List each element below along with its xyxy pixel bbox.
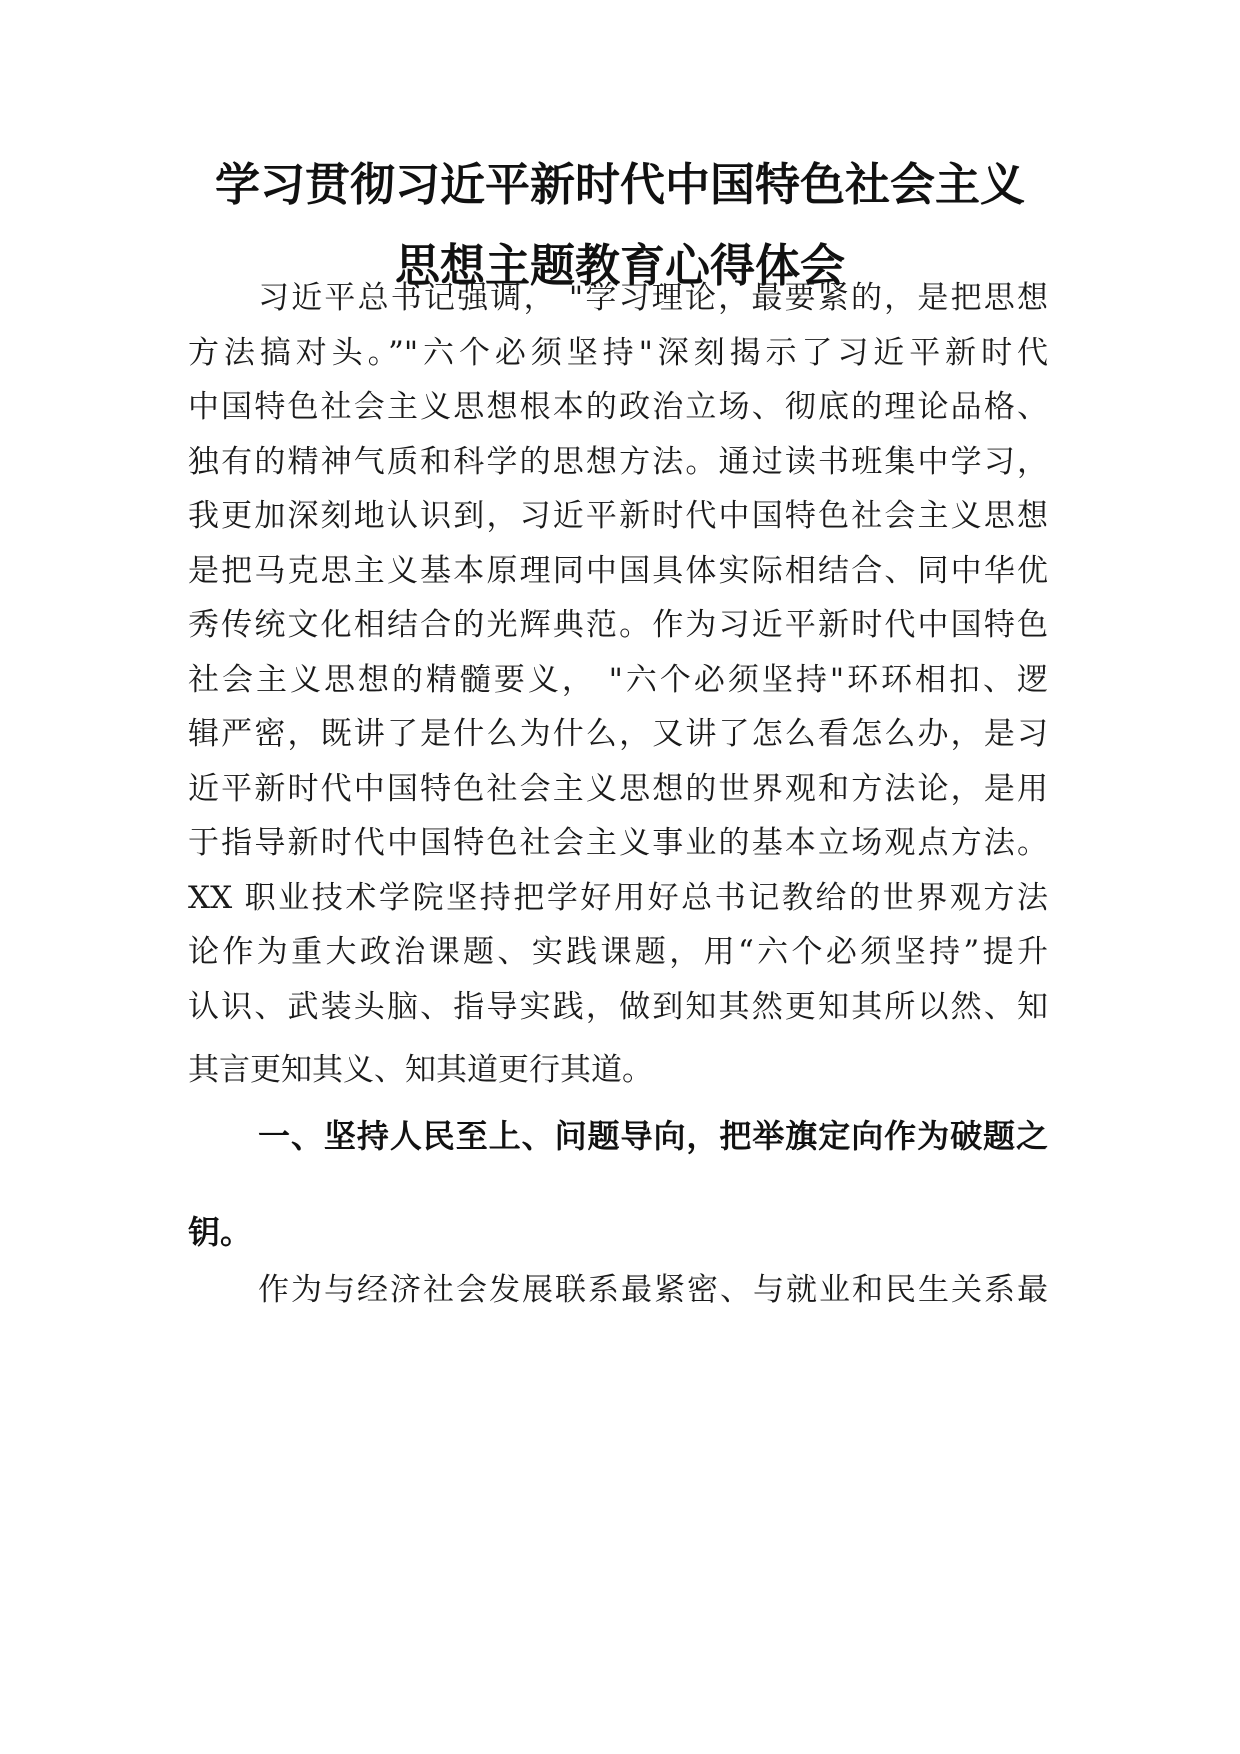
paragraph-1-line: 辑严密，既讲了是什么为什么，又讲了怎么看怎么办，是习 <box>188 716 1048 752</box>
paragraph-1-line: 认识、武装头脑、指导实践，做到知其然更知其所以然、知 <box>188 989 1048 1025</box>
paragraph-1-line: 中国特色社会主义思想根本的政治立场、彻底的理论品格、 <box>188 389 1048 425</box>
paragraph-1-line: 秀传统文化相结合的光辉典范。作为习近平新时代中国特色 <box>188 607 1048 643</box>
paragraph-1-line: 独有的精神气质和科学的思想方法。通过读书班集中学习， <box>188 444 1048 480</box>
paragraph-1-line: 论作为重大政治课题、实践课题，用“六个必须坚持”提升 <box>188 934 1048 970</box>
paragraph-1-line: XX 职业技术学院坚持把学好用好总书记教给的世界观方法 <box>188 880 1048 916</box>
paragraph-1-line: 于指导新时代中国特色社会主义事业的基本立场观点方法。 <box>188 825 1048 861</box>
section-heading-1-line: 一、坚持人民至上、问题导向，把举旗定向作为破题之 <box>258 1117 1048 1155</box>
paragraph-1-line: 是把马克思主义基本原理同中国具体实际相结合、同中华优 <box>188 553 1048 589</box>
paragraph-1-line: 我更加深刻地认识到，习近平新时代中国特色社会主义思想 <box>188 498 1048 534</box>
paragraph-1-line: 社会主义思想的精髓要义， "六个必须坚持"环环相扣、逻 <box>188 662 1048 698</box>
paragraph-1-line: 其言更知其义、知其道更行其道。 <box>188 1052 653 1088</box>
document-title-line-2: 思想主题教育心得体会 <box>394 239 845 292</box>
section-heading-1-line: 钥。 <box>188 1213 253 1251</box>
document-title-line-1: 学习贯彻习近平新时代中国特色社会主义 <box>214 158 1025 211</box>
paragraph-1-line: 习近平总书记强调， "学习理论，最要紧的，是把思想 <box>258 280 1048 316</box>
paragraph-1-line: 近平新时代中国特色社会主义思想的世界观和方法论，是用 <box>188 771 1048 807</box>
paragraph-1-line: 方法搞对头。”"六个必须坚持"深刻揭示了习近平新时代 <box>188 335 1048 371</box>
paragraph-2-line: 作为与经济社会发展联系最紧密、与就业和民生关系最 <box>258 1272 1048 1308</box>
